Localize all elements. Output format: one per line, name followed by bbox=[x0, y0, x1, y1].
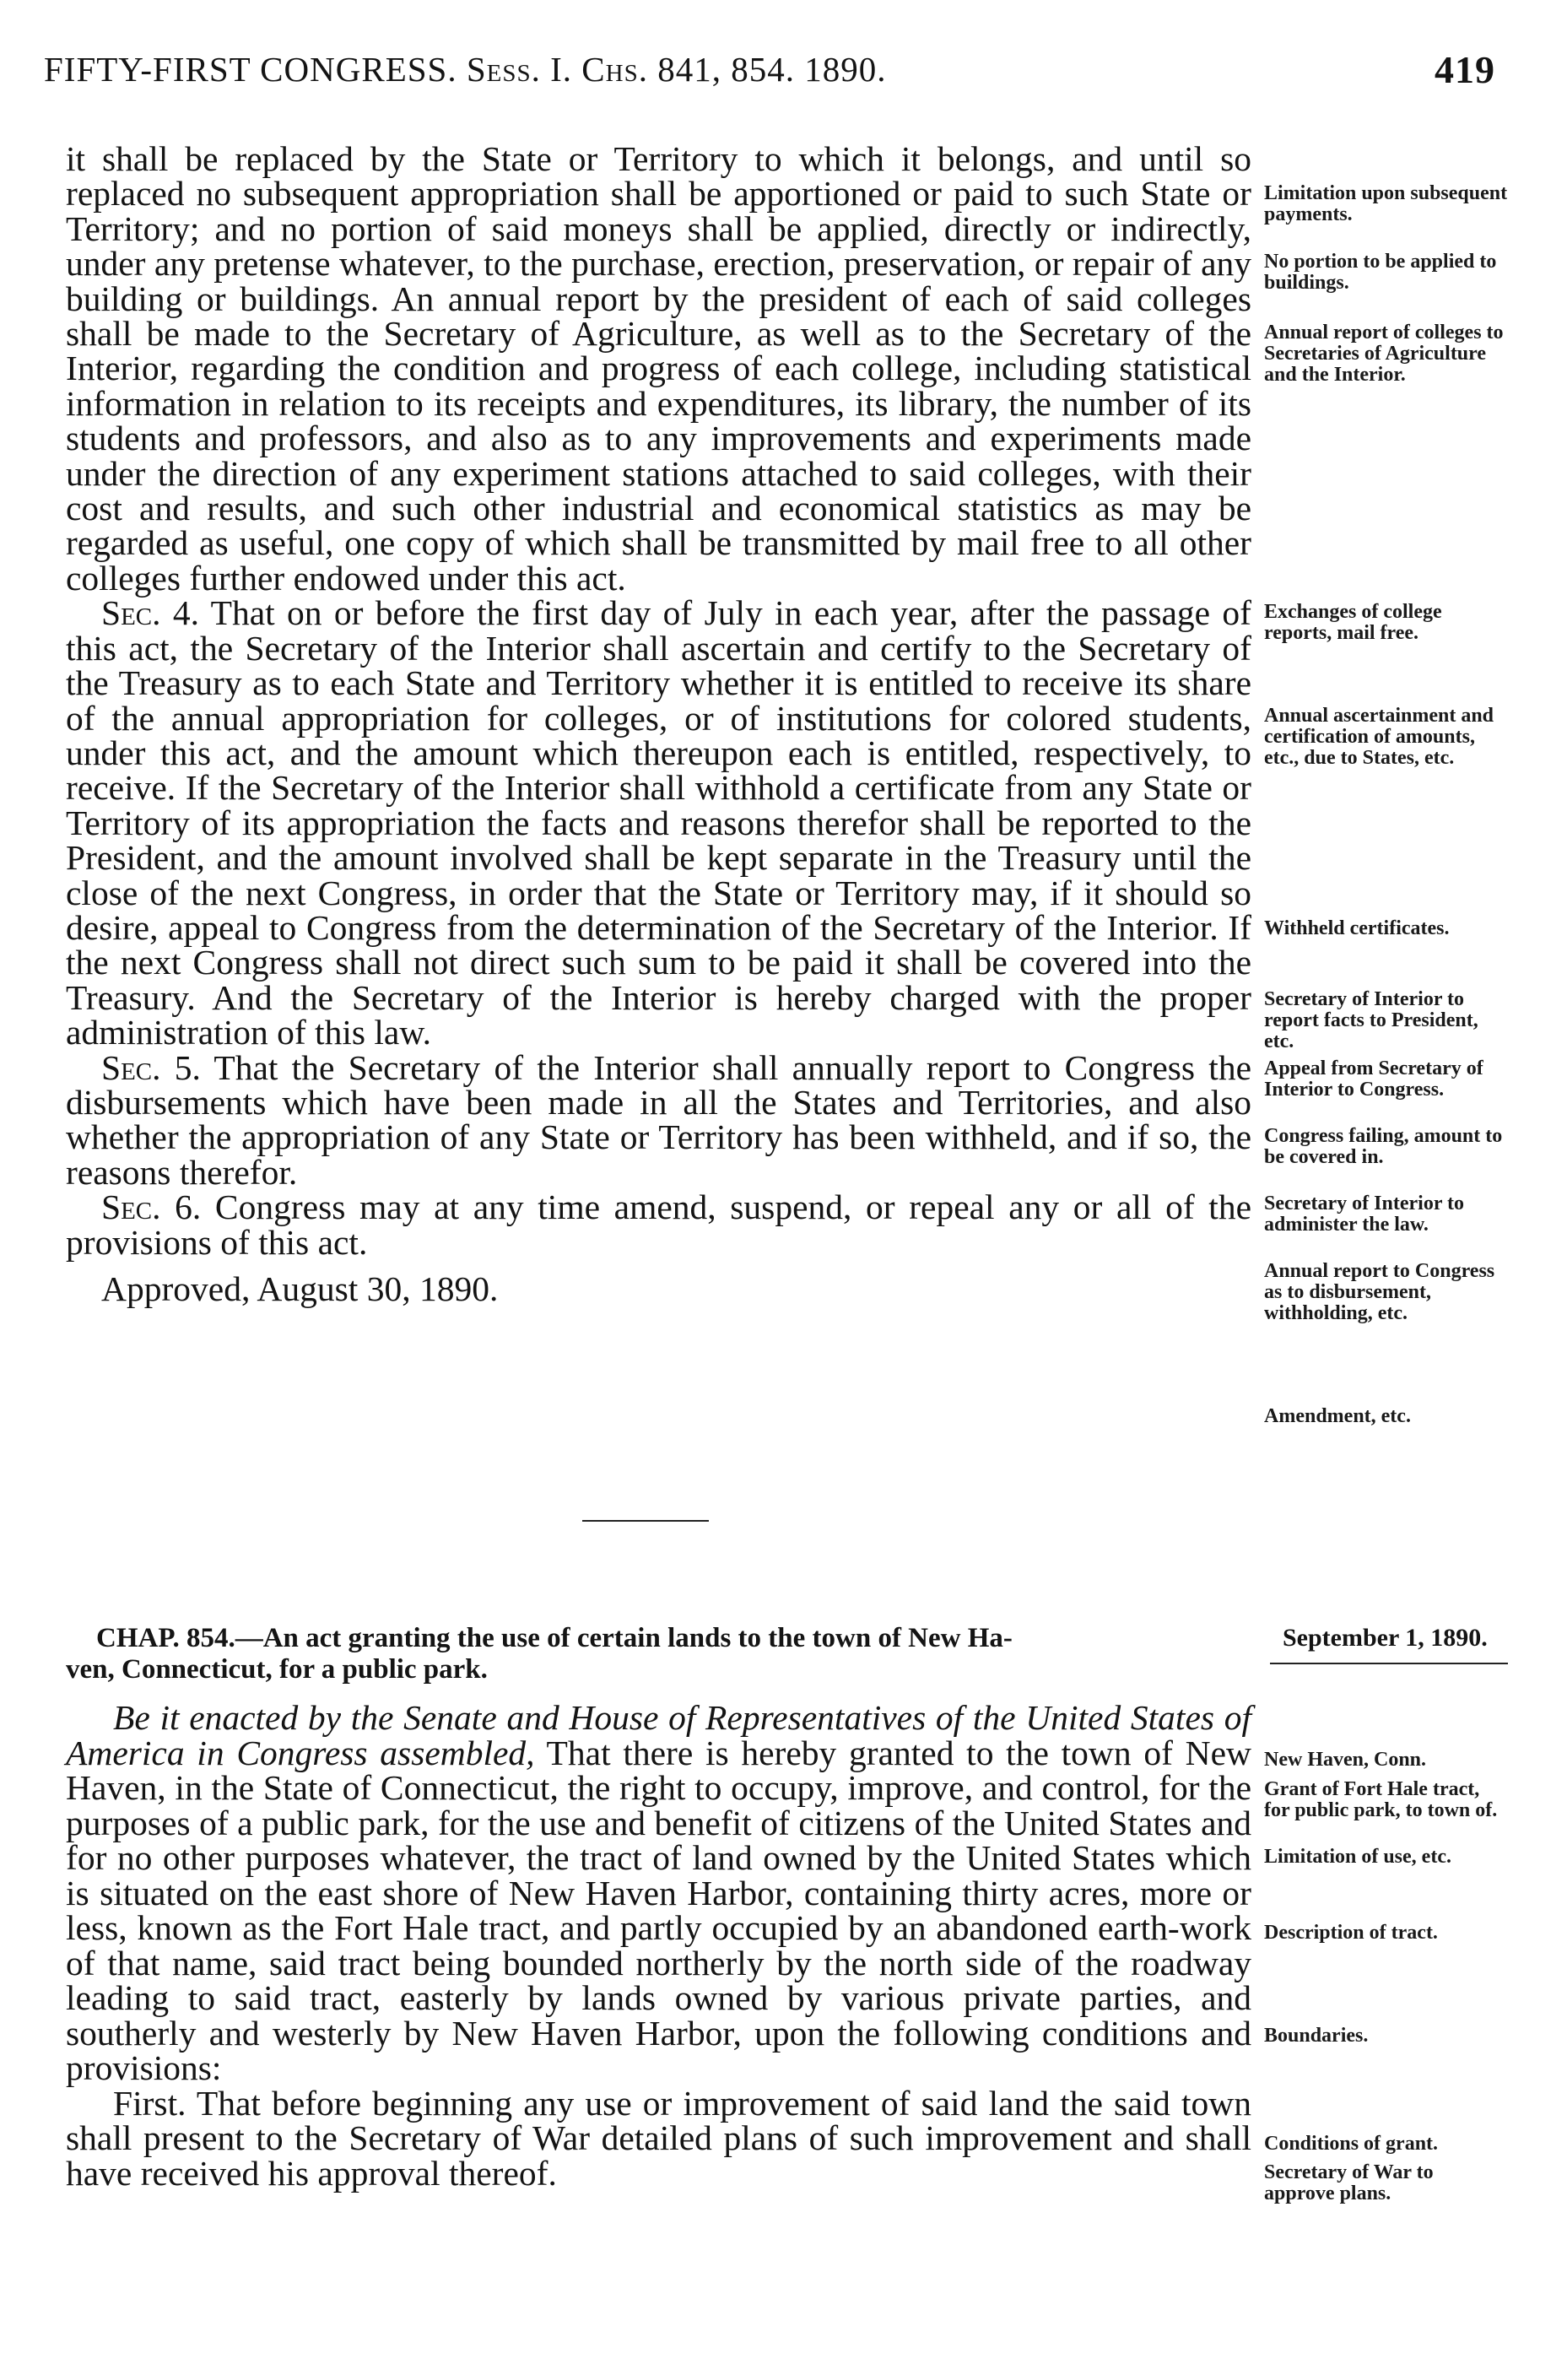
congress-title: FIFTY-FIRST CONGRESS. bbox=[44, 50, 457, 89]
chapters-label: Chs. 841, 854. bbox=[581, 50, 795, 89]
approval-line: Approved, August 30, 1890. bbox=[101, 1269, 499, 1308]
section-6-label: Sec. 6. bbox=[101, 1187, 202, 1227]
margin-note: Congress failing, amount to be covered in. bbox=[1264, 1125, 1503, 1168]
first-condition bbox=[66, 2083, 1251, 2193]
margin-note: Withheld certificates. bbox=[1264, 917, 1450, 939]
margin-note: Amendment, etc. bbox=[1264, 1405, 1411, 1427]
margin-note: Limitation of use, etc. bbox=[1264, 1846, 1451, 1868]
section-4-text: That on or before the first day of July in each year, after the passage of this act, the Secretary of the Interior shall ascertain and certify to the Secretary of the Treasury as to each State and Territory whether it is entitled to receive its share of the annual appropriation for colleges, or of institutions for colored students, under this act, and the amount which thereupon each is entitled, respectively, to receive. If the Secretary of the Interior shall withhold a certificate from any State or Territory of its appropriation the facts and reasons therefor shall be reported to the President, and the amount involved shall be kept separate in the Treasury until the close of the next Congress, in order that the State or Territory may, if it should so desire, appeal to Congress from the determination of the Secretary of the Interior. If the next Congress shall not direct such sum to be paid it shall be covered into the Treasury. And the Secretary of the Interior is hereby charged with the proper administration of this law. bbox=[66, 593, 1251, 1052]
page-number: 419 bbox=[1435, 48, 1495, 91]
margin-note: Annual ascertainment and certification of amounts, etc., due to States, etc. bbox=[1264, 705, 1494, 769]
enactment-text bbox=[66, 1698, 1251, 2193]
paragraph-continuation: it shall be replaced by the State or Territory to which it belongs, and until so replaced no subsequent appropriation shall be apportioned or paid to such State or Territory; and no portion of said moneys shall be applied, directly or indirectly, under any pretense whatever, to the purchase, erection, preservation, or repair of any building or buildings. An annual report by the president of each of said colleges shall be made to the Secretary of Agriculture, as well as to the Secretary of the Interior, regarding the condition and progress of each college, including statistical information in relation to its receipts and expenditures, its library, the number of its students and professors, and also as to any improvements and experiments made under the direction of any experiment stations attached to said colleges, with their cost and results, and such other industrial and economical statistics as may be regarded as useful, one copy of which shall be transmitted by mail free to all other colleges further endowed under this act. bbox=[66, 139, 1251, 598]
chapter-title-line-1: —An act granting the use of certain lands to the town of New Ha- bbox=[235, 1623, 1013, 1653]
first-text: That before beginning any use or improvement of said land the said town shall present to the Secretary of War detailed plans of such improvement and shall have received his approval thereof. bbox=[66, 2083, 1251, 2193]
margin-note: Secretary of Interior to administer the law. bbox=[1264, 1193, 1465, 1236]
margin-note: Grant of Fort Hale tract, for public park, to town of. bbox=[1264, 1778, 1498, 1821]
enacting-clause: Be it enacted by the Senate and House of Representatives of the United States of America in Congress assembled, bbox=[66, 1698, 1251, 1772]
margin-note: Exchanges of college reports, mail free. bbox=[1264, 601, 1442, 644]
margin-note: Boundaries. bbox=[1264, 2025, 1369, 2047]
running-header bbox=[44, 49, 1495, 100]
chapter-heading bbox=[96, 1622, 1244, 1654]
margin-note: Secretary of Interior to report facts to President, etc. bbox=[1264, 988, 1478, 1052]
section-5-text: That the Secretary of the Interior shall annually report to Congress the disbursements which have been made in all the States and Territories, and also whether the appropriation of any State or Territory has been withheld, and if so, the reasons therefor. bbox=[66, 1047, 1251, 1192]
chapter-label: CHAP. 854. bbox=[96, 1623, 235, 1653]
section-4-label: Sec. 4. bbox=[101, 593, 199, 633]
session-label: Sess. I. bbox=[466, 50, 573, 89]
margin-note: Secretary of War to approve plans. bbox=[1264, 2161, 1434, 2204]
margin-note: Conditions of grant. bbox=[1264, 2133, 1439, 2155]
margin-note: Annual report to Congress as to disbursement, withholding, etc. bbox=[1264, 1260, 1495, 1324]
running-head bbox=[44, 49, 886, 89]
margin-note: Description of tract. bbox=[1264, 1922, 1438, 1944]
section-5-label: Sec. 5. bbox=[101, 1047, 201, 1087]
statute-text bbox=[66, 139, 1252, 1308]
chapter-date: September 1, 1890. bbox=[1283, 1624, 1488, 1652]
section-divider bbox=[582, 1520, 709, 1522]
margin-note: New Haven, Conn. bbox=[1264, 1749, 1427, 1771]
section-6 bbox=[66, 1187, 1252, 1262]
date-rule bbox=[1270, 1663, 1508, 1664]
enacting-paragraph bbox=[66, 1698, 1251, 2087]
grant-text: That there is hereby granted to the town of New Haven, in the State of Connecticut, the right to occupy, improve, and control, for the purposes of a public park, for the use and benefit of citizens of the United States and for no other purposes whatever, the tract of land owned by the United States which is situated on the east shore of New Haven Harbor, containing thirty acres, more or less, known as the Fort Hale tract, and partly occupied by an abandoned earth-work of that name, said tract being bounded northerly by the north side of the roadway leading to said tract, easterly by lands owned by various private parties, and southerly and westerly by New Haven Harbor, upon the following conditions and provisions: bbox=[66, 1733, 1251, 2087]
chapter-title-line-2: ven, Connecticut, for a public park. bbox=[66, 1654, 488, 1685]
margin-note: Appeal from Secretary of Interior to Congress. bbox=[1264, 1057, 1483, 1101]
first-label: First. bbox=[113, 2083, 186, 2123]
margin-note: Limitation upon subsequent payments. bbox=[1264, 182, 1508, 225]
margin-note: No portion to be applied to buildings. bbox=[1264, 251, 1497, 294]
section-4 bbox=[66, 593, 1251, 1052]
margin-note: Annual report of colleges to Secretaries of Agriculture and the Interior. bbox=[1264, 322, 1504, 386]
section-6-text: Congress may at any time amend, suspend, or repeal any or all of the provisions of this act. bbox=[66, 1187, 1252, 1262]
year-label: 1890. bbox=[804, 50, 887, 89]
section-5 bbox=[66, 1047, 1251, 1192]
